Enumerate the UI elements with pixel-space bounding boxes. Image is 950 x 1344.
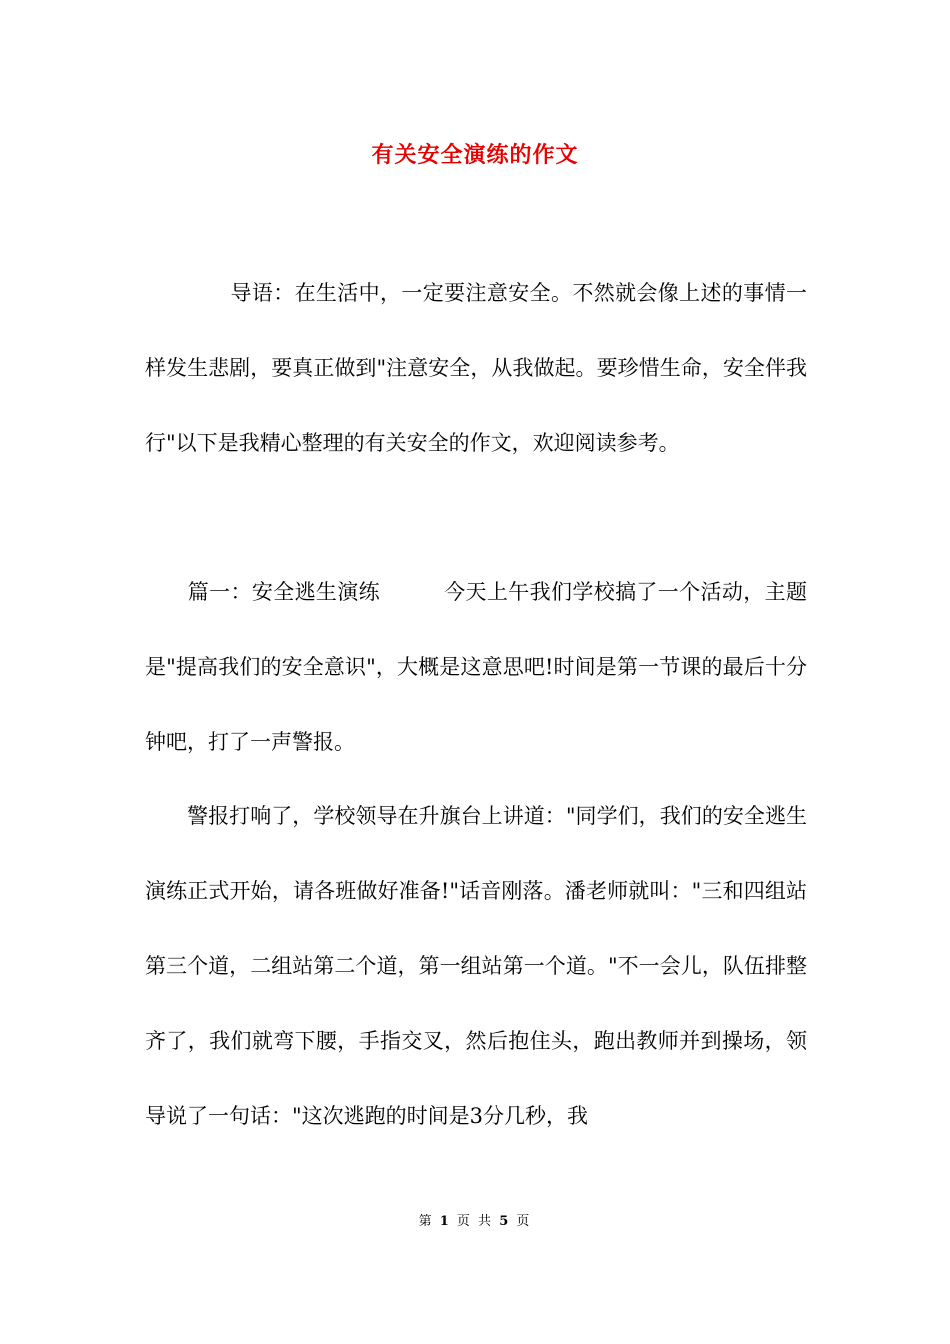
page-footer: [0, 1210, 950, 1229]
document-title: 有关安全演练的作文: [371, 142, 579, 168]
footer-prefix: 第: [418, 1214, 434, 1229]
current-page-number: 1: [439, 1214, 451, 1229]
body-paragraph: 警报打响了，学校领导在升旗台上讲道："同学们，我们的安全逃生演练正式开始，请各班做好准备!"话音刚落。潘老师就叫："三和四组站第三个道，二组站第二个道，第一组站第一个道。"不一会儿，队伍排整齐了，我们就弯下腰，手指交叉，然后抱住头，跑出教师并到操场，领导说了一句话："这次逃跑的时间是3分几秒，我: [145, 804, 807, 1128]
footer-suffix: 页: [516, 1214, 532, 1229]
intro-paragraph: 导语：在生活中，一定要注意安全。不然就会像上述的事情一样发生悲剧，要真正做到"注意安全，从我做起。要珍惜生命，安全伴我行"以下是我精心整理的有关安全的作文，欢迎阅读参考。: [145, 281, 807, 455]
footer-middle: 页 共: [456, 1214, 494, 1229]
total-page-number: 5: [499, 1214, 511, 1229]
chapter-one-paragraph: 篇一：安全逃生演练 今天上午我们学校搞了一个活动，主题是"提高我们的安全意识"，大概是这意思吧!时间是第一节课的最后十分钟吧，打了一声警报。: [145, 580, 807, 754]
